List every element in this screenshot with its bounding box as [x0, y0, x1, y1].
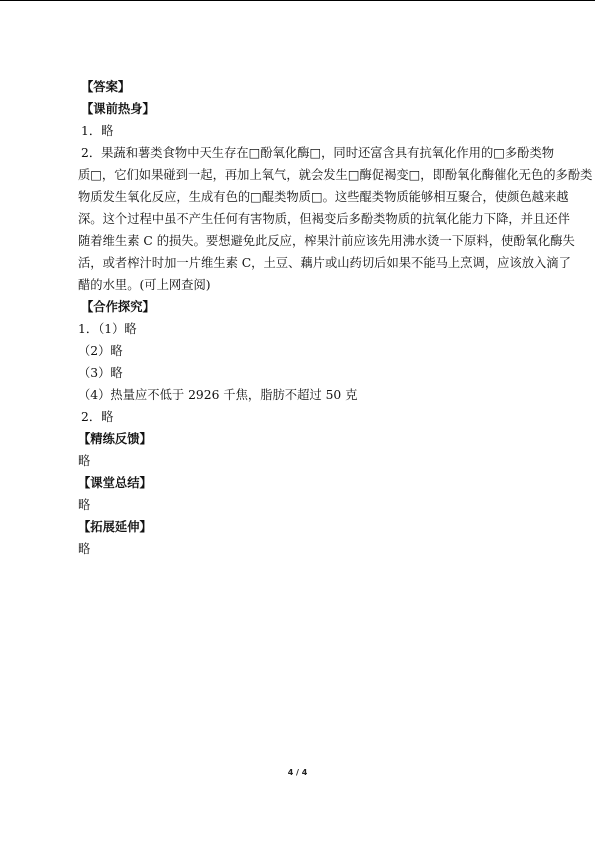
warmup-item-2-line: 质□，它们如果碰到一起，再加上氧气，就会发生□酶促褐变□，即酚氧化酶催化无色的多酚类: [78, 168, 593, 182]
warmup-item-2-line: 随着维生素 C 的损失。要想避免此反应，榨果汁前应该先用沸水烫一下原料，使酚氧化酶失: [78, 234, 575, 248]
warmup-item-2-line: 深。这个过程中虽不产生任何有害物质，但褐变后多酚类物质的抗氧化能力下降，并且还伴: [78, 212, 570, 226]
cooperate-item-1-2: （2）略: [78, 344, 123, 358]
warmup-heading: 【课前热身】: [81, 101, 155, 116]
cooperate-item-1-3: （3）略: [78, 366, 123, 380]
extend-body: 略: [78, 542, 91, 556]
practice-body: 略: [78, 454, 91, 468]
summary-body: 略: [78, 498, 91, 512]
document-body: [78, 76, 593, 560]
practice-heading: 【精练反馈】: [78, 431, 152, 446]
warmup-item-2: [78, 142, 593, 296]
warmup-item-2-line: 物质发生氧化反应，生成有色的□醌类物质□。这些醌类物质能够相互聚合，使颜色越来越: [78, 190, 569, 204]
summary-heading: 【课堂总结】: [78, 475, 152, 490]
warmup-item-2-line: 活，或者榨汁时加一片维生素 C，土豆、藕片或山药切后如果不能马上烹调，应该放入滴了: [78, 256, 571, 270]
cooperate-item-1-4: （4）热量应不低于 2926 千焦，脂肪不超过 50 克: [78, 388, 358, 402]
cooperate-item-2: 2．略: [81, 410, 114, 424]
page-number: 4 / 4: [287, 768, 308, 777]
extend-heading: 【拓展延伸】: [78, 519, 152, 534]
cooperate-item-1-1: 1．（1）略: [78, 322, 137, 336]
warmup-item-2-line: 醋的水里。(可上网查阅): [78, 278, 211, 292]
top-rule: [0, 0, 595, 1]
warmup-item-2-line: 2．果蔬和薯类食物中天生存在□酚氧化酶□，同时还富含具有抗氧化作用的□多酚类物: [81, 146, 555, 160]
warmup-item-1: 1．略: [81, 124, 114, 138]
answer-heading: 【答案】: [81, 79, 131, 94]
cooperate-heading: 【合作探究】: [81, 299, 155, 314]
